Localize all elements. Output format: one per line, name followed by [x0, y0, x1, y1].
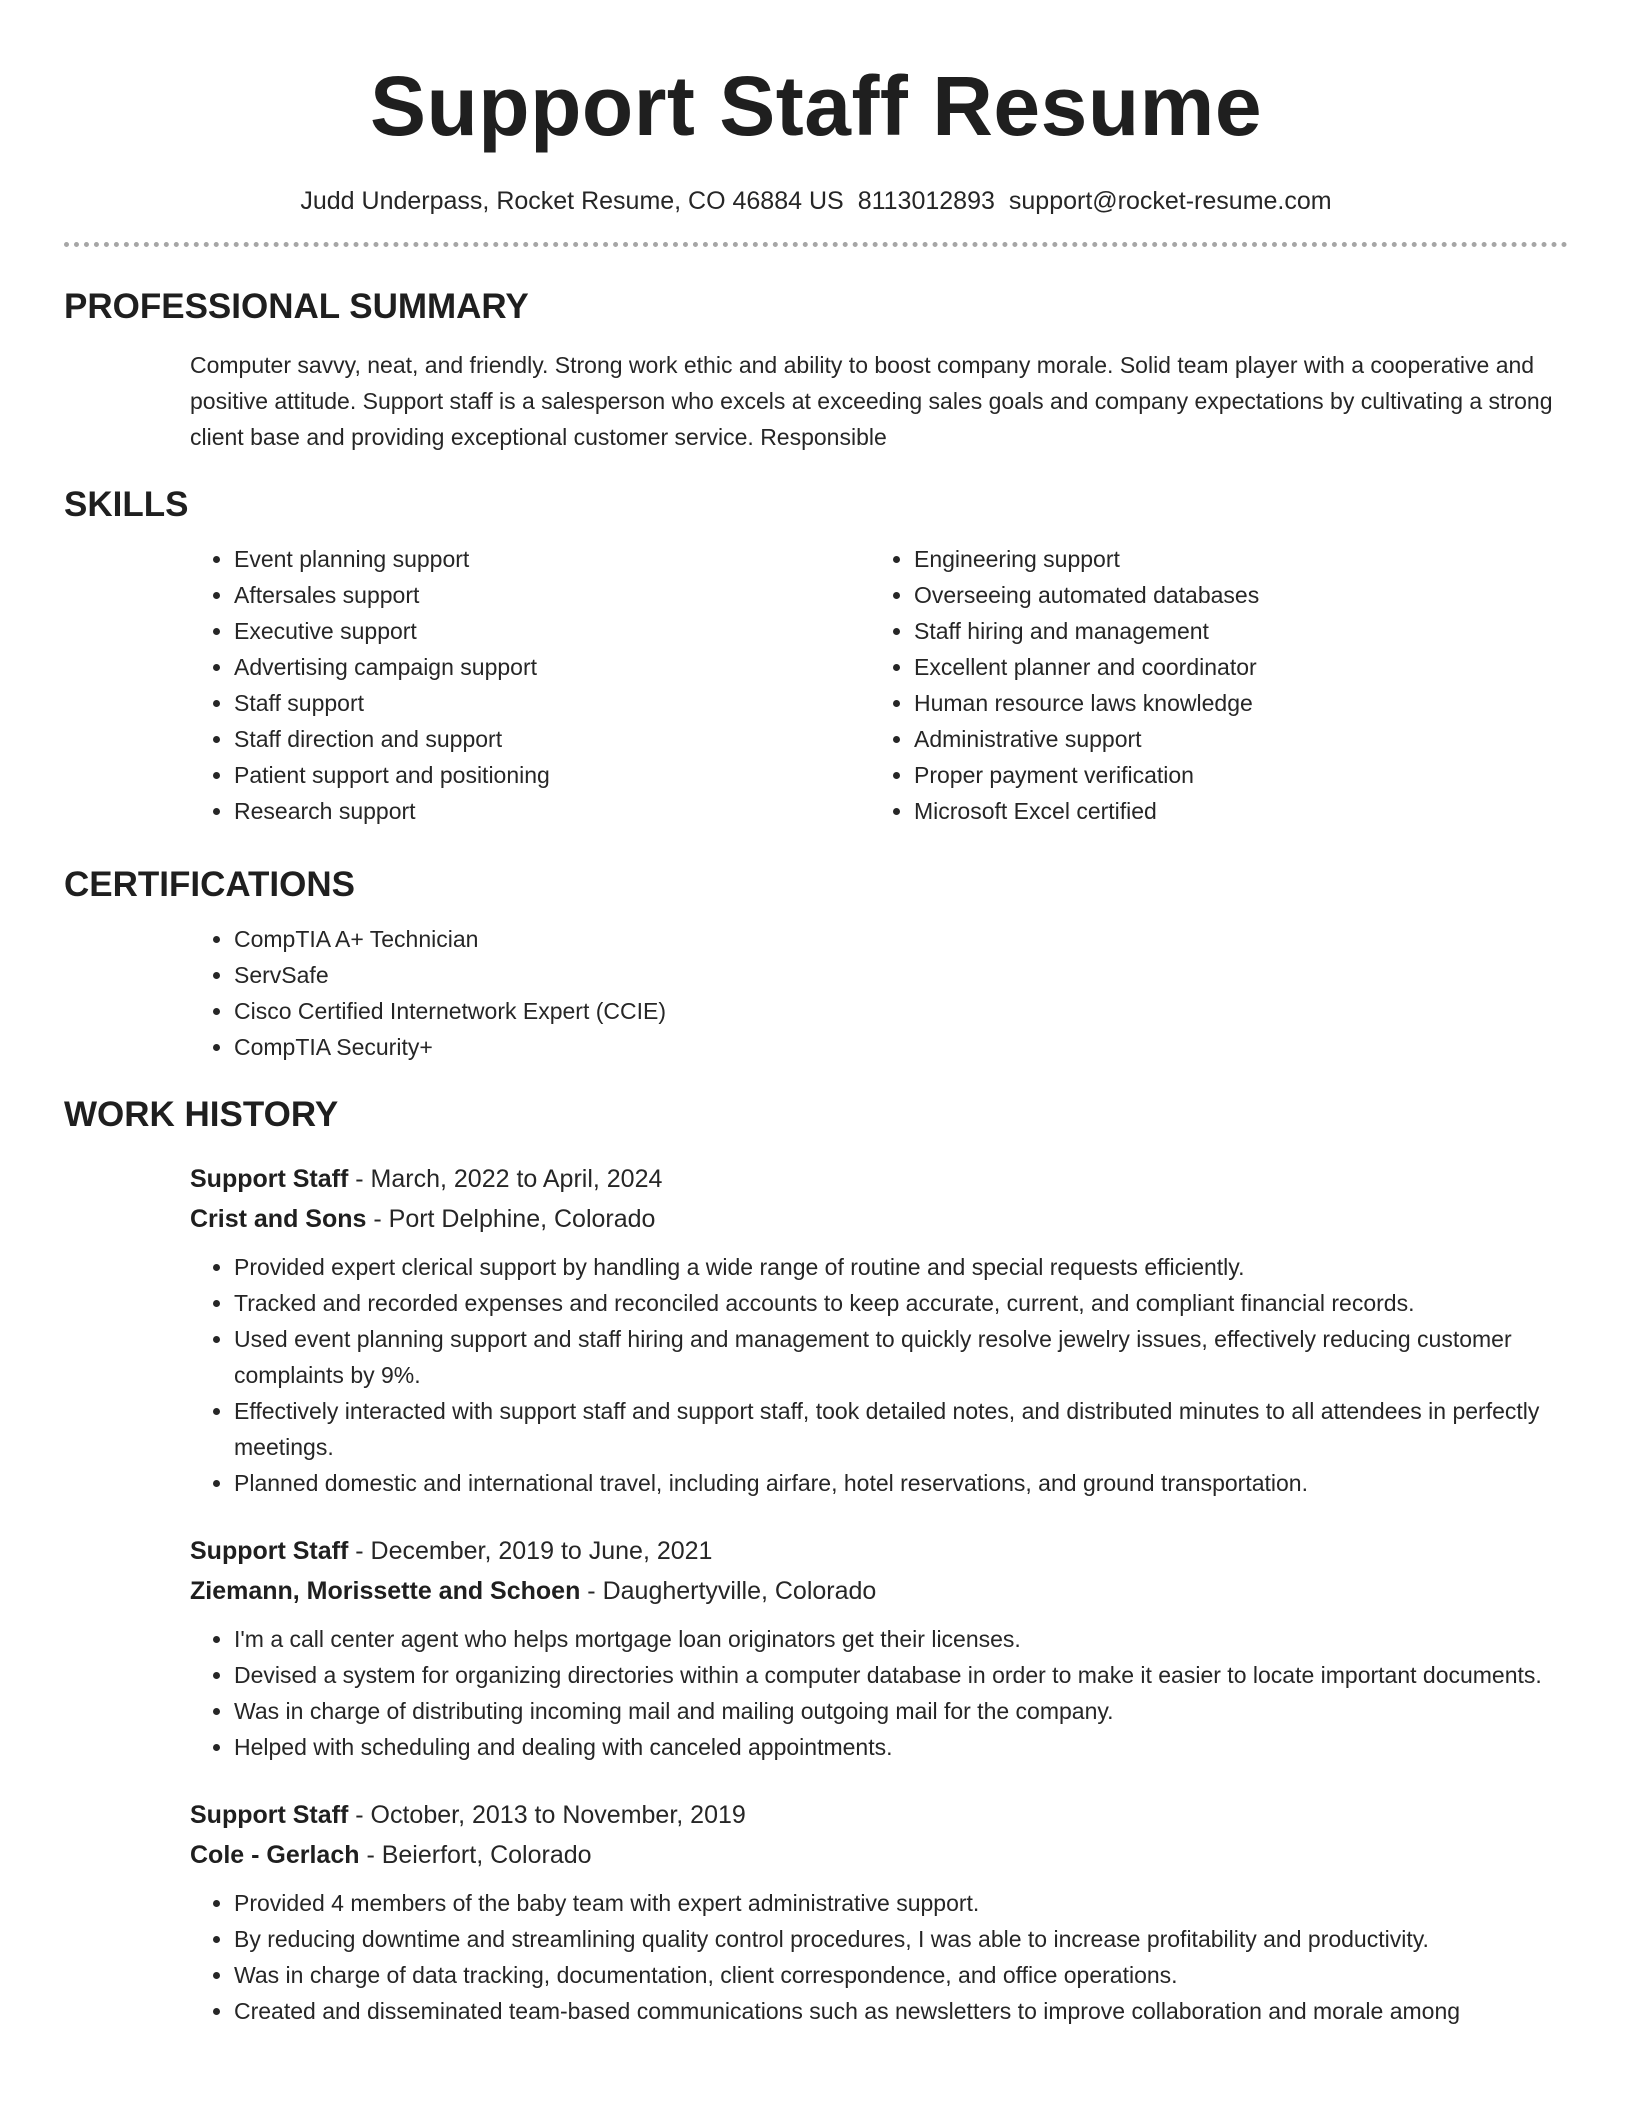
job-bullet: • Was in charge of data tracking, documentation, client correspondence, and office operations.	[234, 1957, 1568, 1993]
job-bullets	[190, 1621, 1568, 1765]
job-bullet: • Devised a system for organizing directories within a computer database in order to make it easier to locate important documents.	[234, 1657, 1568, 1693]
job-company: Cole - Gerlach	[190, 1841, 360, 1869]
skill-item: • Proper payment verification	[914, 757, 1550, 793]
job-location: - Beierfort, Colorado	[359, 1841, 592, 1869]
job-entry	[190, 1795, 1568, 2029]
job-company-line	[190, 1571, 1568, 1611]
job-role: Support Staff	[190, 1165, 349, 1193]
skill-item: • Aftersales support	[234, 577, 870, 613]
job-bullet: • Tracked and recorded expenses and reconciled accounts to keep accurate, current, and compliant financial records.	[234, 1285, 1568, 1321]
job-location: - Port Delphine, Colorado	[366, 1205, 656, 1233]
skill-item: • Microsoft Excel certified	[914, 793, 1550, 829]
skill-item: • Engineering support	[914, 541, 1550, 577]
job-location: - Daughertyville, Colorado	[580, 1577, 877, 1605]
job-bullet: • Created and disseminated team-based communications such as newsletters to improve collaboration and morale among	[234, 1993, 1568, 2029]
contact-line	[64, 184, 1568, 218]
job-company-line	[190, 1199, 1568, 1239]
skills-column-right	[870, 541, 1550, 829]
job-bullet: • Planned domestic and international travel, including airfare, hotel reservations, and ground transportation.	[234, 1465, 1568, 1501]
contact-address: Judd Underpass, Rocket Resume, CO 46884 US	[300, 187, 844, 215]
header-divider	[64, 242, 1568, 247]
job-entry	[190, 1159, 1568, 1501]
skills-column-left	[190, 541, 870, 829]
job-bullet: • Effectively interacted with support staff and support staff, took detailed notes, and distributed minutes to all attendees in perfectly meetings.	[234, 1393, 1568, 1465]
job-dates: - December, 2019 to June, 2021	[348, 1537, 713, 1565]
skill-item: • Administrative support	[914, 721, 1550, 757]
job-entry	[190, 1531, 1568, 1765]
job-bullet: • Provided expert clerical support by handling a wide range of routine and special requests efficiently.	[234, 1249, 1568, 1285]
job-bullet: • Helped with scheduling and dealing with canceled appointments.	[234, 1729, 1568, 1765]
summary-text: Computer savvy, neat, and friendly. Strong work ethic and ability to boost company morale. Solid team player with a cooperative and positive attitude. Support staff is a salesperson who excels at exceeding sales goals and company expectations by cultivating a strong client base and providing exceptional customer service. Responsible	[190, 352, 1553, 450]
resume-title: Support Staff Resume	[369, 59, 1263, 153]
skill-item: • Overseeing automated databases	[914, 577, 1550, 613]
skill-item: • Patient support and positioning	[234, 757, 870, 793]
work-history-heading: WORK HISTORY	[64, 1095, 339, 1134]
skill-item: • Human resource laws knowledge	[914, 685, 1550, 721]
skill-item: • Staff support	[234, 685, 870, 721]
summary-heading: PROFESSIONAL SUMMARY	[64, 287, 529, 326]
job-bullets	[190, 1885, 1568, 2029]
job-title-line	[190, 1531, 1568, 1571]
skill-item: • Staff direction and support	[234, 721, 870, 757]
certifications-list	[64, 921, 1568, 1065]
job-bullet: • Provided 4 members of the baby team with expert administrative support.	[234, 1885, 1568, 1921]
certification-item: • Cisco Certified Internetwork Expert (CCIE)	[234, 993, 1568, 1029]
certification-item: • CompTIA A+ Technician	[234, 921, 1568, 957]
job-company: Crist and Sons	[190, 1205, 367, 1233]
job-role: Support Staff	[190, 1801, 349, 1829]
skills-heading: SKILLS	[64, 485, 189, 524]
job-bullet: • Was in charge of distributing incoming mail and mailing outgoing mail for the company.	[234, 1693, 1568, 1729]
job-dates: - March, 2022 to April, 2024	[348, 1165, 663, 1193]
job-title-line	[190, 1795, 1568, 1835]
job-role: Support Staff	[190, 1537, 349, 1565]
certifications-heading: CERTIFICATIONS	[64, 865, 356, 904]
skill-item: • Event planning support	[234, 541, 870, 577]
skill-item: • Advertising campaign support	[234, 649, 870, 685]
job-company: Ziemann, Morissette and Schoen	[190, 1577, 581, 1605]
job-bullet: • By reducing downtime and streamlining quality control procedures, I was able to increase profitability and productivity.	[234, 1921, 1568, 1957]
skill-item: • Staff hiring and management	[914, 613, 1550, 649]
skills-list	[190, 541, 1568, 829]
job-bullets	[190, 1249, 1568, 1501]
job-dates: - October, 2013 to November, 2019	[348, 1801, 746, 1829]
job-company-line	[190, 1835, 1568, 1875]
certification-item: • CompTIA Security+	[234, 1029, 1568, 1065]
skill-item: • Executive support	[234, 613, 870, 649]
job-title-line	[190, 1159, 1568, 1199]
contact-email: support@rocket-resume.com	[1008, 187, 1332, 215]
skill-item: • Excellent planner and coordinator	[914, 649, 1550, 685]
job-bullet: • Used event planning support and staff hiring and management to quickly resolve jewelry issues, effectively reducing customer complaints by 9%.	[234, 1321, 1568, 1393]
certification-item: • ServSafe	[234, 957, 1568, 993]
contact-phone: 8113012893	[857, 187, 995, 215]
skill-item: • Research support	[234, 793, 870, 829]
job-bullet: • I'm a call center agent who helps mortgage loan originators get their licenses.	[234, 1621, 1568, 1657]
